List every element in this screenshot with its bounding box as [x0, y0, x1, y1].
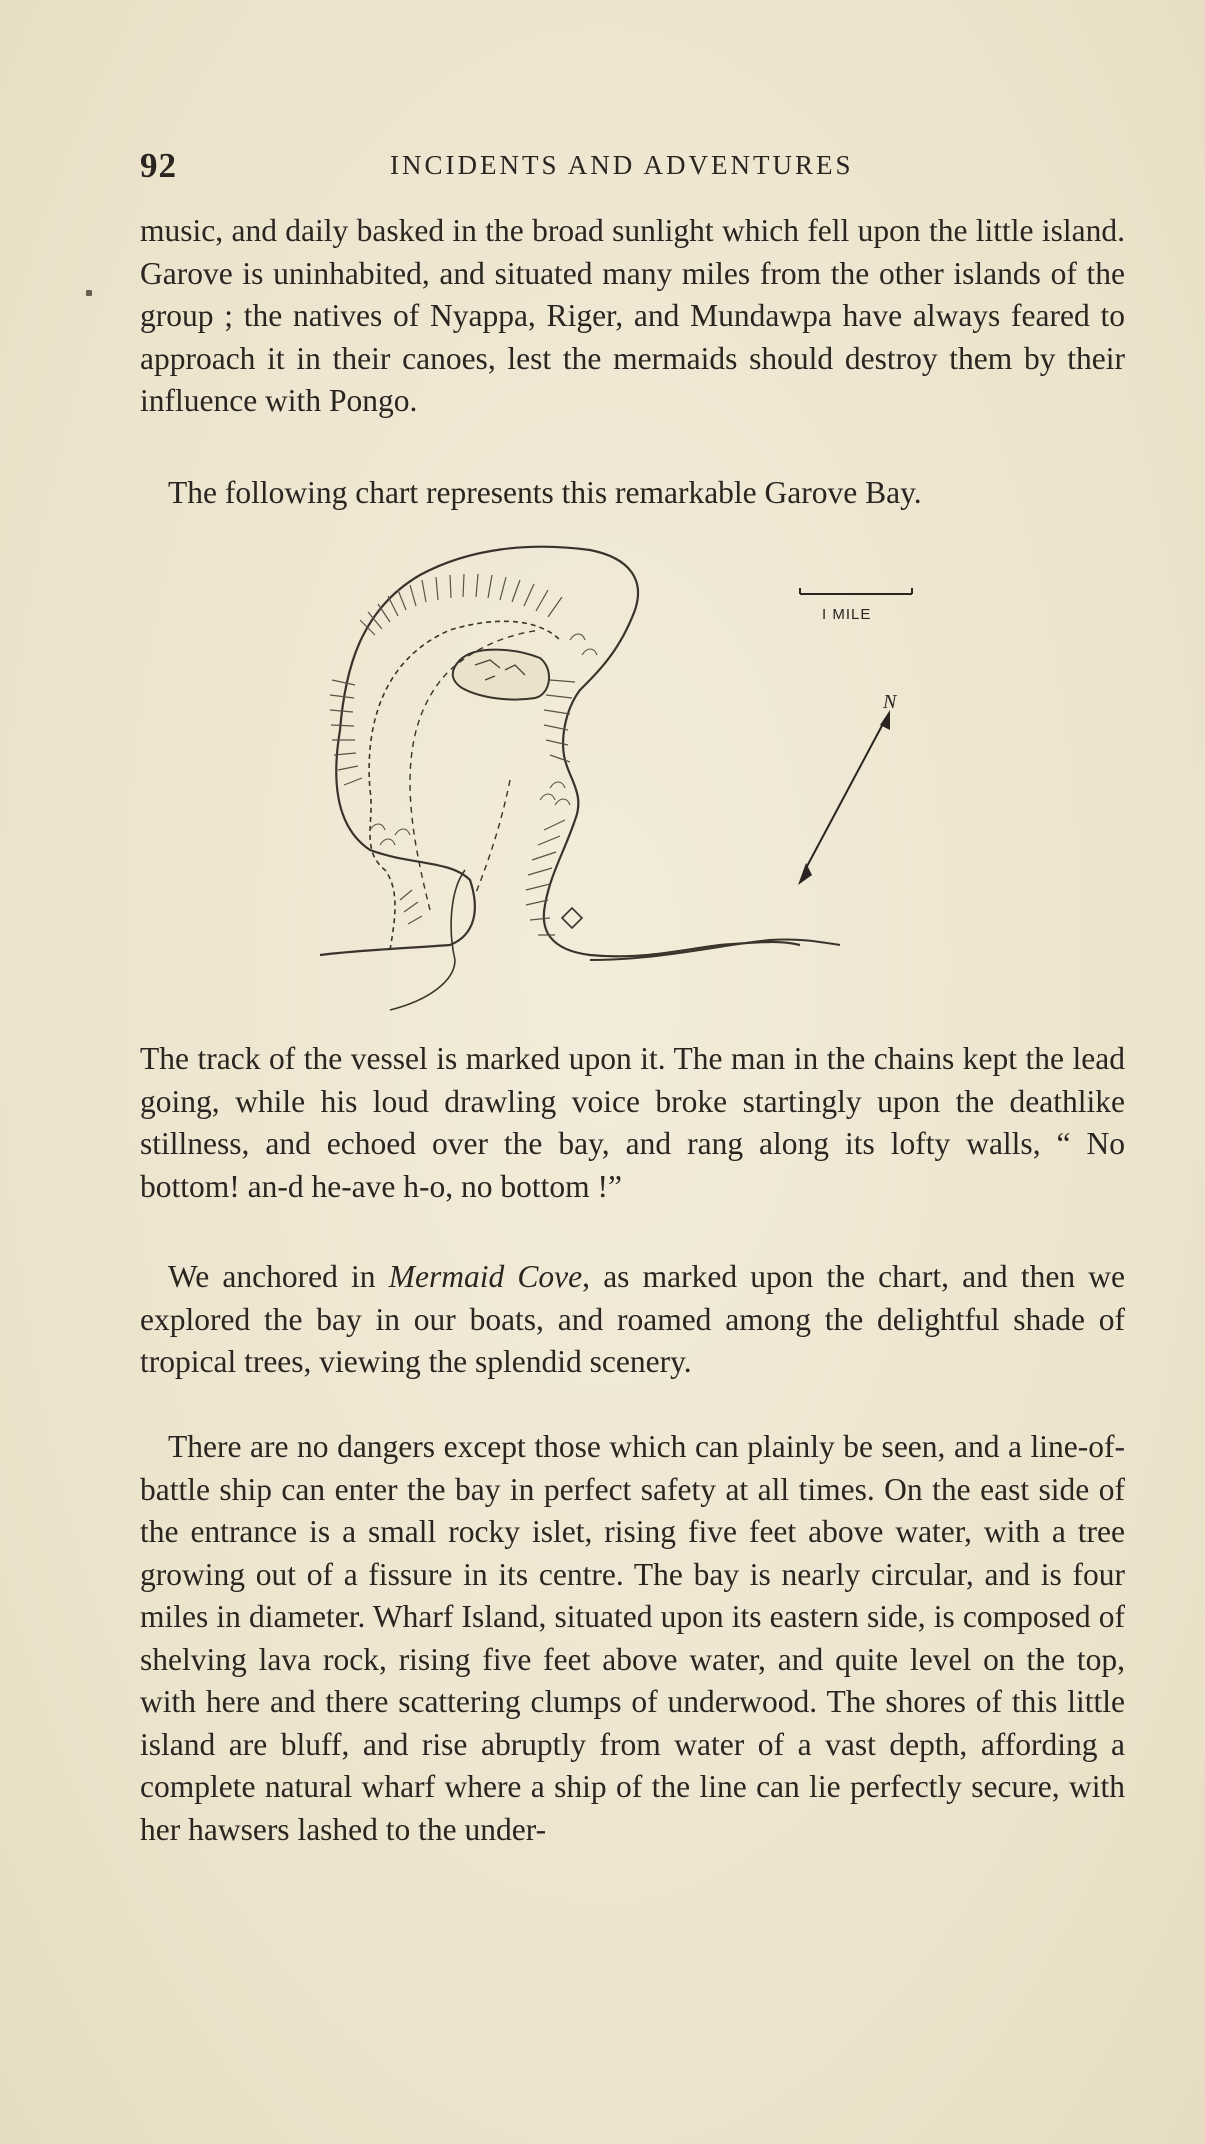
margin-mark	[86, 290, 92, 296]
chart-intro-line: The following chart represents this remarkable Garove Bay.	[168, 475, 922, 510]
rocky-islet	[562, 908, 582, 928]
garove-bay-chart	[300, 530, 960, 1030]
scale-label: I MILE	[822, 606, 872, 623]
mermaid-cove-emphasis: Mermaid Cove	[388, 1259, 583, 1294]
paragraph-3-end: , as marked upon the chart, and then we explored the bay in our boats, and roamed among the delightful shade of tropical trees, viewing the splendid scenery.	[140, 1259, 1126, 1379]
scale-bar	[800, 588, 912, 623]
north-label: N	[883, 691, 897, 713]
running-head: INCIDENTS AND ADVENTURES	[390, 150, 854, 180]
paragraph-1: music, and daily basked in the broad sunlight which fell upon the little island. Garove is uninhabited, and situated many miles from the other islands of the group ; the natives of Nyappa, Riger, and Mundawpa have always feared to approach it in their canoes, lest the mermaids should destroy them by their influence with Pongo.	[140, 213, 1125, 418]
page-header	[140, 138, 1130, 198]
paragraph-3	[140, 1256, 1125, 1384]
bay-coastline	[320, 547, 800, 1010]
vessel-track-entry	[475, 780, 510, 895]
paragraph-3-start: We anchored in	[168, 1259, 389, 1294]
wharf-island	[453, 650, 549, 700]
paragraph-4: There are no dangers except those which can plainly be seen, and a line-of-battle ship can enter the bay in perfect safety at all times. On the east side of the entrance is a small rocky islet, rising five feet above water, with a tree growing out of a fissure in its centre. The bay is nearly circular, and is four miles in diameter. Wharf Island, situated upon its eastern side, is composed of shelving lava rock, rising five feet above water, and quite level on the top, with here and there scattering clumps of underwood. The shores of this little island are bluff, and rise abruptly from water of a vast depth, affording a complete natural wharf where a ship of the line can lie perfectly secure, with her hawsers lashed to the under-	[140, 1429, 1125, 1847]
page-number: 92	[140, 146, 177, 185]
north-arrow	[798, 691, 898, 885]
paragraph-2: The track of the vessel is marked upon it. The man in the chains kept the lead going, while his loud drawling voice broke startingly upon the deathlike stillness, and echoed over the bay, and rang along its lofty walls, “ No bottom! an-d he-ave h-o, no bottom !”	[140, 1041, 1125, 1204]
